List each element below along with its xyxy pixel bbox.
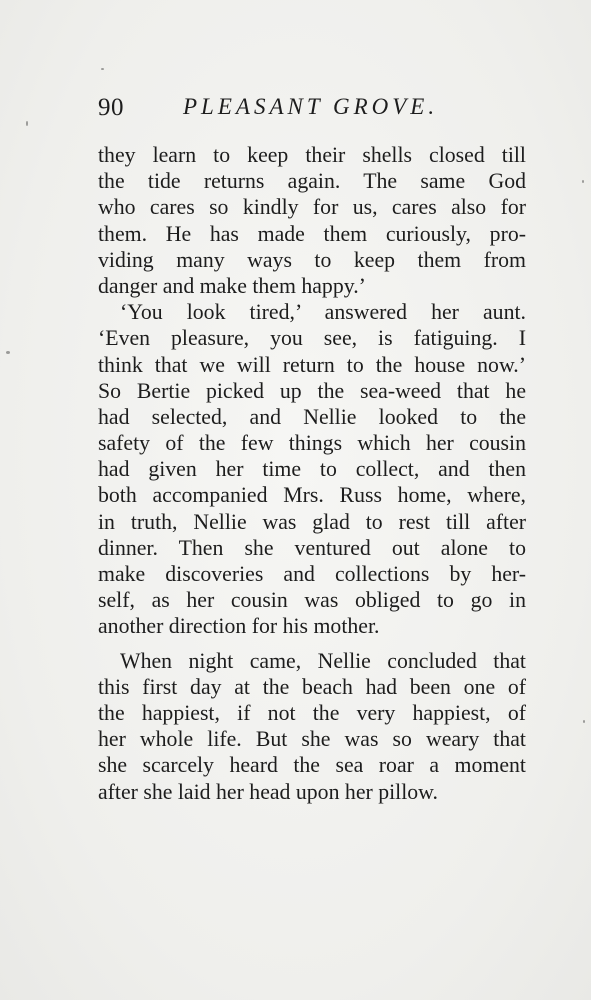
text-line: she scarcely heard the sea roar a moment xyxy=(98,753,526,778)
paper-speck xyxy=(26,121,28,126)
paragraph-spacer xyxy=(98,640,526,648)
paper-speck xyxy=(6,351,10,354)
text-line: viding many ways to keep them from xyxy=(98,247,526,272)
text-line: they learn to keep their shells closed till xyxy=(98,143,526,167)
page-number: 90 xyxy=(98,94,124,121)
text-line: ‘You look tired,’ answered her aunt. xyxy=(120,300,526,325)
running-head: PLEASANT GROVE. xyxy=(183,94,439,119)
body-text xyxy=(98,142,526,805)
paragraph-2 xyxy=(98,299,526,639)
paper-speck xyxy=(583,720,585,723)
text-line: danger and make them happy.’ xyxy=(98,273,366,298)
text-line: the tide returns again. The same God xyxy=(98,169,526,194)
text-line: this first day at the beach had been one of xyxy=(98,674,526,699)
text-line: had given her time to collect, and then xyxy=(98,457,526,482)
text-line: another direction for his mother. xyxy=(98,614,380,639)
text-line: safety of the few things which her cousin xyxy=(98,431,526,456)
text-line: after she laid her head upon her pillow. xyxy=(98,779,438,804)
text-line: had selected, and Nellie looked to the xyxy=(98,404,526,429)
text-line: them. He has made them curiously, pro- xyxy=(98,221,526,246)
text-line: the happiest, if not the very happiest, of xyxy=(98,700,526,725)
text-line: in truth, Nellie was glad to rest till after xyxy=(98,509,526,534)
text-line: When night came, Nellie concluded that xyxy=(120,648,526,673)
paper-speck xyxy=(582,180,584,183)
paper-speck xyxy=(101,68,104,70)
text-line: So Bertie picked up the sea-weed that he xyxy=(98,378,526,403)
paragraph-3 xyxy=(98,648,526,805)
text-line: ‘Even pleasure, you see, is fatiguing. I xyxy=(98,326,526,351)
text-line: who cares so kindly for us, cares also for xyxy=(98,195,526,220)
text-line: both accompanied Mrs. Russ home, where, xyxy=(98,483,526,508)
text-line: her whole life. But she was so weary that xyxy=(98,727,526,752)
paragraph-1 xyxy=(98,142,526,299)
text-line: make discoveries and collections by her- xyxy=(98,562,526,586)
text-line: self, as her cousin was obliged to go in xyxy=(98,588,526,613)
text-line: dinner. Then she ventured out alone to xyxy=(98,535,526,560)
text-line: think that we will return to the house now.’ xyxy=(98,352,526,377)
page-header xyxy=(98,94,518,126)
